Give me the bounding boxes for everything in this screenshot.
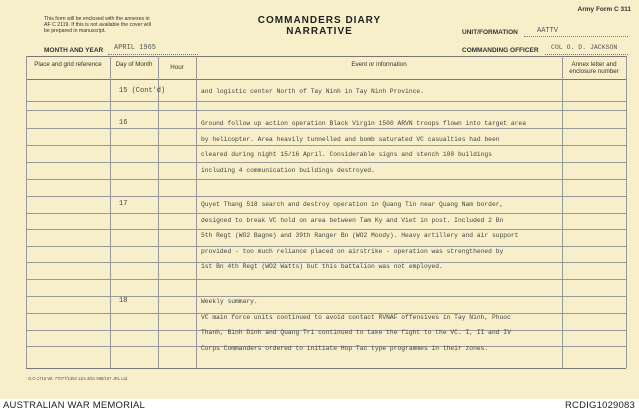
entry-line: provided - too much reliance placed on airstrike - operation was strengthened by — [201, 247, 504, 255]
col-divider — [110, 56, 111, 368]
entry-line: 5th Regt (WO2 Bagne) and 39th Ranger Bn (WO2 Moody). Heavy artillery and air support — [201, 232, 519, 239]
form-notice: This form will be enclosed with the annexes in AF C 2119. If this is not available the cover will be prepared in manuscript. — [44, 16, 151, 34]
unit-dotline — [524, 36, 628, 37]
unit-label: UNIT/FORMATION — [462, 29, 518, 36]
col-header-annex: Annex letter and enclosure number — [569, 61, 619, 75]
month-label: MONTH AND YEAR — [44, 47, 104, 54]
entry-day: 16 — [119, 119, 128, 127]
diary-subtitle: NARRATIVE — [286, 26, 353, 37]
entry-day: 18 — [119, 297, 128, 305]
col-divider — [626, 56, 627, 368]
col-divider — [562, 56, 563, 368]
entry-line: designed to break VC hold on area between Tam Ky and Viet in post. Included 2 Bn — [201, 216, 504, 224]
col-divider — [196, 56, 197, 368]
month-dotline — [108, 54, 198, 55]
diary-title: COMMANDERS DIARY — [257, 15, 382, 26]
entry-line: Ground follow up action operation Black Virgin 1500 ARVN troops flown into target area — [201, 120, 526, 127]
archive-footer — [0, 399, 639, 413]
entry-text — [201, 197, 561, 275]
row-rule — [26, 279, 626, 280]
col-header-day: Day of Month — [115, 61, 153, 68]
entry-text — [201, 294, 561, 356]
entry-line: by helicopter. Area heavily tunnelled and bomb saturated VC casualties had been — [201, 135, 500, 143]
entry-line: cleared during night 15/16 April. Considerable signs and stench 108 buildings — [201, 151, 492, 158]
month-value: APRIL 1965 — [114, 44, 157, 52]
col-header-event: Event or information — [351, 61, 407, 68]
entry-text — [201, 116, 561, 178]
row-rule — [26, 110, 626, 111]
entry-day: 15 (Cont'd) — [119, 87, 166, 95]
table-top-rule — [26, 56, 626, 57]
entry-line: 1st Bn 4th Regt (WO2 Watts) but this battalion was not employed. — [201, 263, 443, 270]
co-label: COMMANDING OFFICER — [462, 47, 539, 54]
entry-day: 17 — [119, 200, 128, 208]
co-dotline — [545, 54, 628, 55]
col-header-hour: Hour — [170, 64, 184, 71]
entry-line: Thanh, Binh Dinh and Quang Tri continued to take the fight to the VC. I, II and IV — [201, 329, 511, 336]
entry-line: including 4 communication buildings destroyed. — [201, 166, 375, 174]
entry-text — [201, 84, 561, 100]
archive-id: RCDIG1029083 — [565, 400, 635, 411]
entry-line: Quyet Thang 518 search and destroy operation in Quang Tin near Quang Nam border, — [201, 201, 504, 208]
entry-line: and logistic center North of Tay Ninh in Tay Ninh Province. — [201, 88, 424, 95]
entry-line: Weekly summary. — [201, 298, 258, 305]
unit-value: AATTV — [537, 27, 559, 35]
archive-name: AUSTRALIAN WAR MEMORIAL — [3, 400, 146, 411]
col-divider — [26, 56, 27, 368]
entry-line: VC main force units continued to avoid contact RVNAF offensives in Tay Ninh, Phuoc — [201, 313, 511, 321]
table-bottom-rule — [26, 368, 626, 369]
col-divider — [158, 56, 159, 368]
col-header-place: Place and grid reference — [34, 61, 102, 68]
row-rule — [26, 179, 626, 180]
entry-line: Corps Commanders ordered to initiate Hop Tac type programmes in their zones. — [201, 344, 489, 352]
print-code: G.O.1716 Wt. 77077/1353 11m 3/61 998/167 JRL Ltd. — [28, 376, 129, 381]
table-header-rule — [26, 79, 626, 80]
row-rule — [26, 101, 626, 102]
co-value: COL O. D. JACKSON — [551, 44, 618, 51]
army-form-number: Army Form C 311 — [577, 6, 631, 13]
